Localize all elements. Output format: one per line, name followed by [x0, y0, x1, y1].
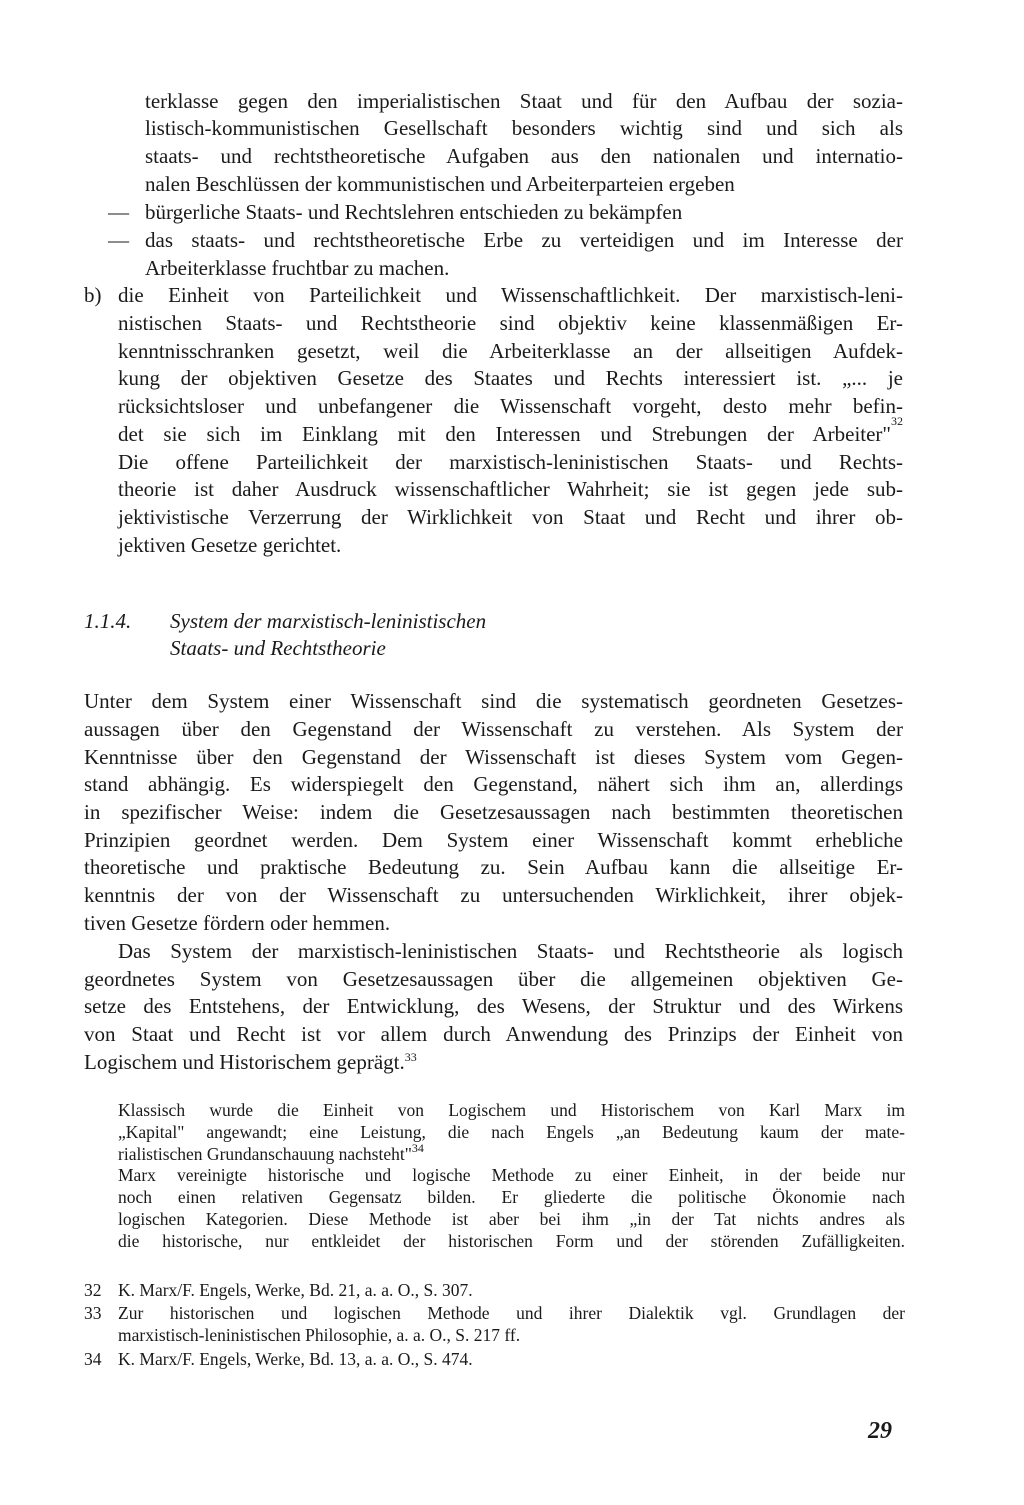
section-title: System der marxistisch-leninistischen [170, 609, 487, 633]
dash-item-line: bürgerliche Staats- und Rechtslehren entschieden zu bekämpfen [145, 200, 683, 224]
footnote-ref: 32 [891, 414, 903, 428]
paragraph-line: kenntnis der von der Wissenschaft zu untersuchenden Wirklichkeit, ihrer objek- [84, 883, 903, 907]
dash-item-line: Arbeiterklasse fruchtbar zu machen. [145, 256, 450, 280]
item-b-line: Die offene Parteilichkeit der marxistisch-leninistischen Staats- und Rechts- [118, 450, 903, 474]
item-b-line: rücksichtsloser und unbefangener die Wissenschaft vorgeht, desto mehr befin- [118, 394, 903, 418]
list-continuation-line: staats- und rechtstheoretische Aufgaben aus den nationalen und internatio- [145, 144, 903, 168]
footnote-ref: 34 [411, 1141, 424, 1155]
item-b-line: die Einheit von Parteilichkeit und Wissenschaftlichkeit. Der marxistisch-leni- [118, 283, 903, 307]
footnote-number: 33 [84, 1303, 102, 1323]
item-b-line-with-ref [118, 414, 903, 447]
item-b-line: kenntnisschranken gesetzt, weil die Arbeiterklasse an der allseitigen Aufdek- [118, 339, 903, 363]
paragraph-line: stand abhängig. Es widerspiegelt den Gegenstand, nähert sich ihm an, allerdings [84, 772, 903, 796]
small-print-line: logischen Kategorien. Diese Methode ist aber bei ihm „in der Tat nichts andres als [118, 1209, 905, 1229]
paragraph-line: Logischem und Historischem geprägt. [84, 1050, 405, 1074]
paragraph-line: aussagen über den Gegenstand der Wissenschaft zu verstehen. Als System der [84, 717, 903, 741]
paragraph-line: Kenntnisse über den Gegenstand der Wissenschaft ist dieses System vom Gegen- [84, 745, 903, 769]
list-continuation-line: terklasse gegen den imperialistischen Staat und für den Aufbau der sozia- [145, 89, 903, 113]
small-print-line: Marx vereinigte historische und logische Methode zu einer Einheit, in der beide nur [118, 1165, 905, 1185]
small-print-line: rialistischen Grundanschauung nachsteht" [118, 1144, 412, 1164]
small-print-line: Klassisch wurde die Einheit von Logischem und Historischem von Karl Marx im [118, 1100, 905, 1120]
item-b-line: theorie ist daher Ausdruck wissenschaftlicher Wahrheit; sie ist gegen jede sub- [118, 477, 903, 501]
item-b-line: nistischen Staats- und Rechtstheorie sind objektiv keine klassenmäßigen Er- [118, 311, 903, 335]
paragraph-line: Unter dem System einer Wissenschaft sind die systematisch geordneten Gesetzes- [84, 689, 903, 713]
dash-item-line: das staats- und rechtstheoretische Erbe zu verteidigen und im Interesse der [145, 228, 903, 252]
footnote-text: K. Marx/F. Engels, Werke, Bd. 13, a. a. O., S. 474. [118, 1349, 473, 1369]
list-continuation-line: listisch-kommunistischen Gesellschaft besonders wichtig sind und sich als [145, 116, 903, 140]
item-b-line: jektivistische Verzerrung der Wirklichkeit von Staat und Recht und ihrer ob- [118, 505, 903, 529]
paragraph-line: Das System der marxistisch-leninistischen Staats- und Rechtstheorie als logisch [118, 939, 903, 963]
item-b-line: det sie sich im Einklang mit den Interessen und Strebungen der Arbeiter" [118, 422, 891, 446]
small-print-line: „Kapital" angewandt; eine Leistung, die nach Engels „an Bedeutung kaum der mate- [118, 1122, 905, 1142]
section-number: 1.1.4. [84, 609, 132, 633]
dash-marker: — [108, 200, 129, 224]
footnote-text: Zur historischen und logischen Methode und ihrer Dialektik vgl. Grundlagen der [118, 1303, 905, 1323]
paragraph-line: tiven Gesetze fördern oder hemmen. [84, 911, 391, 935]
footnote-number: 32 [84, 1280, 102, 1300]
small-print-line-with-ref [118, 1143, 424, 1165]
paragraph-line-with-ref [84, 1049, 417, 1075]
paragraph-line: Prinzipien geordnet werden. Dem System einer Wissenschaft kommt erhebliche [84, 828, 903, 852]
paragraph-line: geordnetes System von Gesetzesaussagen über die allgemeinen objektiven Ge- [84, 967, 903, 991]
paragraph-line: setze des Entstehens, der Entwicklung, des Wesens, der Struktur und des Wirkens [84, 994, 903, 1018]
small-print-line: die historische, nur entkleidet der historischen Form und der störenden Zufälligkeiten. [118, 1231, 905, 1251]
footnote-number: 34 [84, 1349, 102, 1369]
dash-marker: — [108, 228, 129, 252]
page-number: 29 [868, 1418, 892, 1444]
paragraph-line: in spezifischer Weise: indem die Gesetzesaussagen nach bestimmten theoretischen [84, 800, 903, 824]
paragraph-line: theoretische und praktische Bedeutung zu. Sein Aufbau kann die allseitige Er- [84, 855, 903, 879]
footnote-ref: 33 [404, 1050, 417, 1064]
paragraph-line: von Staat und Recht ist vor allem durch Anwendung des Prinzips der Einheit von [84, 1022, 903, 1046]
footnote-text: marxistisch-leninistischen Philosophie, a. a. O., S. 217 ff. [118, 1325, 521, 1345]
item-b-line: kung der objektiven Gesetze des Staates und Rechts interessiert ist. „... je [118, 366, 903, 390]
item-b-line: jektiven Gesetze gerichtet. [118, 533, 342, 557]
small-print-line: noch einen relativen Gegensatz bilden. Er gliederte die politische Ökonomie nach [118, 1187, 905, 1207]
list-label-b: b) [84, 283, 102, 307]
footnote-text: K. Marx/F. Engels, Werke, Bd. 21, a. a. O., S. 307. [118, 1280, 473, 1300]
section-title: Staats- und Rechtstheorie [170, 636, 386, 660]
list-continuation-line: nalen Beschlüssen der kommunistischen und Arbeiterparteien ergeben [145, 172, 735, 196]
